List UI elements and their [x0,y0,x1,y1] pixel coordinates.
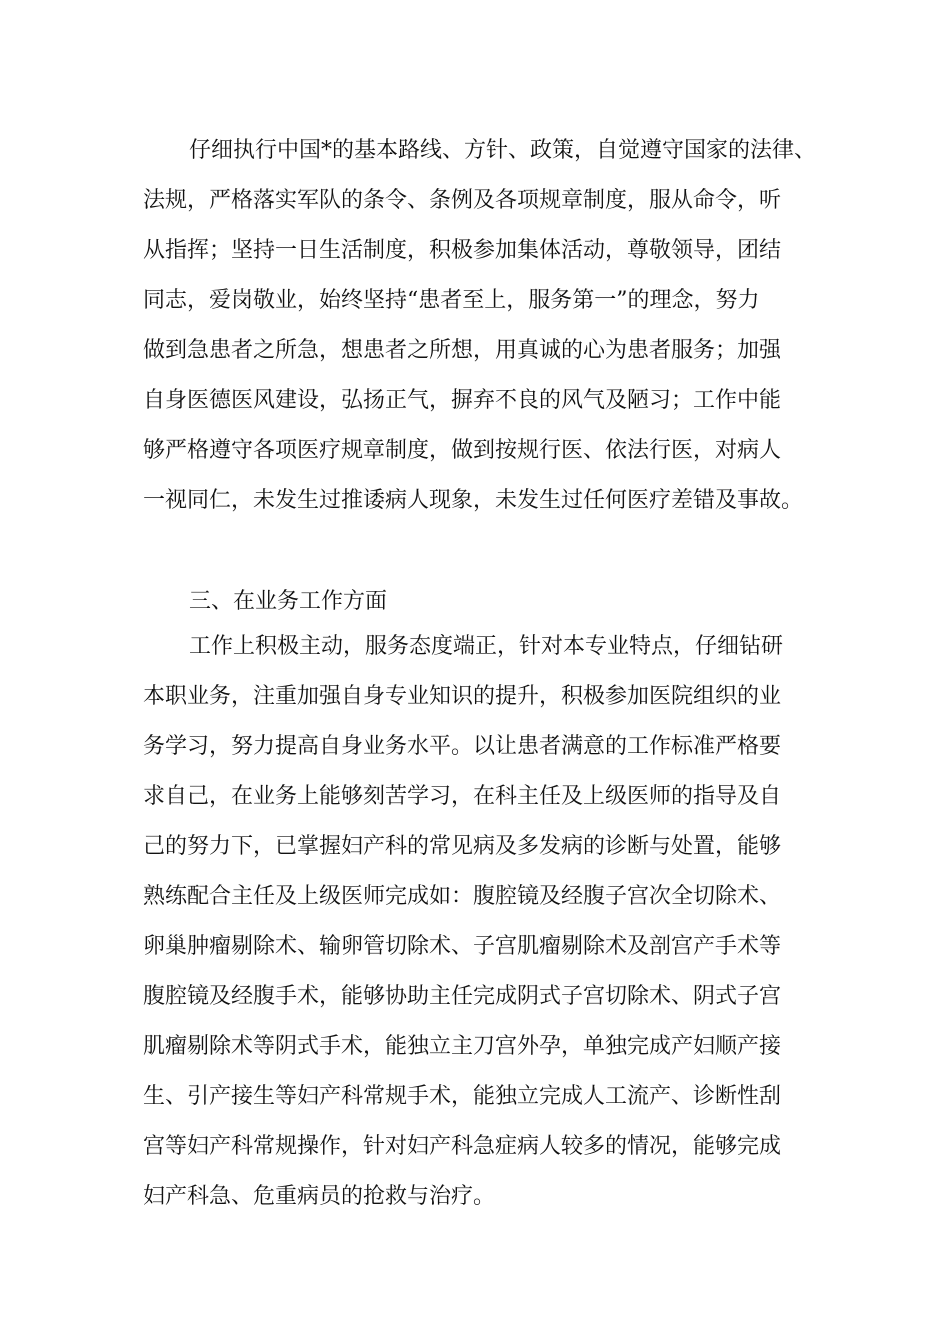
paragraph-line: 做到急患者之所急，想患者之所想，用真诚的心为患者服务；加强 [143,338,782,363]
paragraph-line: 腹腔镜及经腹手术，能够协助主任完成阴式子宫切除术、阴式子宫 [143,984,782,1009]
paragraph-line: 己的努力下，已掌握妇产科的常见病及多发病的诊断与处置，能够 [143,834,782,859]
paragraph-line: 从指挥；坚持一日生活制度，积极参加集体活动，尊敬领导，团结 [143,238,782,263]
paragraph-line: 生、引产接生等妇产科常规手术，能独立完成人工流产、诊断性刮 [143,1084,782,1109]
paragraph-line: 宫等妇产科常规操作，针对妇产科急症病人较多的情况，能够完成 [143,1134,782,1159]
paragraph-work [143,622,833,1222]
paragraph-line: 工作上积极主动，服务态度端正，针对本专业特点，仔细钻研 [189,634,784,659]
section-heading-text: 三、在业务工作方面 [189,589,388,614]
paragraph-line: 同志，爱岗敬业，始终坚持“患者至上，服务第一”的理念，努力 [143,288,760,313]
paragraph-conduct [143,126,833,526]
paragraph-line: 求自己，在业务上能够刻苦学习，在科主任及上级医师的指导及自 [143,784,782,809]
paragraph-line: 一视同仁，未发生过推诿病人现象，未发生过任何医疗差错及事故。 [143,488,804,513]
paragraph-line: 本职业务，注重加强自身专业知识的提升，积极参加医院组织的业 [143,684,782,709]
paragraph-line: 仔细执行中国*的基本路线、方针、政策，自觉遵守国家的法律、 [189,138,817,163]
paragraph-line: 务学习，努力提高自身业务水平。以让患者满意的工作标准严格要 [143,734,782,759]
paragraph-line: 肌瘤剔除术等阴式手术，能独立主刀宫外孕，单独完成产妇顺产接 [143,1034,782,1059]
paragraph-line: 自身医德医风建设，弘扬正气，摒弃不良的风气及陋习；工作中能 [143,388,782,413]
paragraph-line: 卵巢肿瘤剔除术、输卵管切除术、子宫肌瘤剔除术及剖宫产手术等 [143,934,782,959]
paragraph-line: 熟练配合主任及上级医师完成如：腹腔镜及经腹子宫次全切除术、 [143,884,782,909]
paragraph-line: 妇产科急、危重病员的抢救与治疗。 [143,1184,496,1209]
paragraph-line: 法规，严格落实军队的条令、条例及各项规章制度，服从命令，听 [143,188,782,213]
paragraph-line: 够严格遵守各项医疗规章制度，做到按规行医、依法行医，对病人 [143,438,782,463]
section-heading [143,577,833,627]
